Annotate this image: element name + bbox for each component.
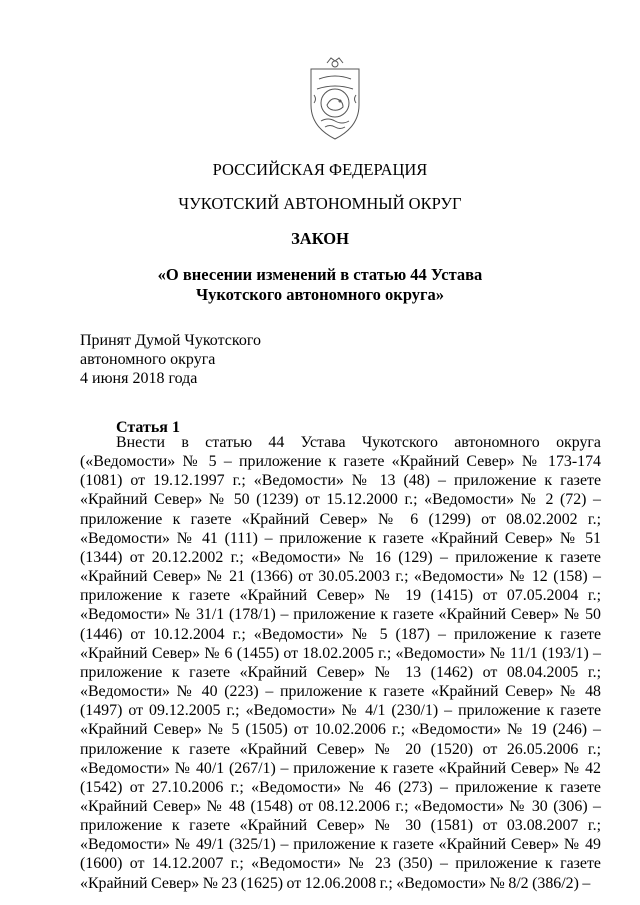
country-heading: РОССИЙСКАЯ ФЕДЕРАЦИЯ (212, 160, 428, 179)
law-title-line-1: «О внесении изменений в статью 44 Устава (157, 265, 483, 284)
adoption-date: 4 июня 2018 года (80, 370, 198, 387)
law-title (0, 265, 640, 305)
adoption-info (80, 331, 261, 388)
article-1-heading: Статья 1 (116, 419, 180, 436)
article-1-text: Внести в статью 44 Устава Чукотского автономного округа («Ведомости» № 5 – приложение к газете «Крайний Север» № 173-174 (1081) от 19.12.1997 г.; «Ведомости» № 13 (48) – приложение к газете «Крайний Север» № 50 (1239) от 15.12.2000 г.; «Ведомости» № 2 (72) – приложение к газете «Крайний Север» № 6 (1299) от 08.02.2002 г.; «Ведомости» № 41 (111) – приложение к газете «Крайний Север» № 51 (1344) от 20.12.2002 г.; «Ведомости» № 16 (129) – приложение к газете «Крайний Север» № 21 (1366) от 30.05.2003 г.; «Ведомости» № 12 (158) – приложение к газете «Крайний Север» № 19 (1415) от 07.05.2004 г.; «Ведомости» № 31/1 (178/1) – приложение к газете «Крайний Север» № 50 (1446) от 10.12.2004 г.; «Ведомости» № 5 (187) – приложение к газете «Крайний Север» № 6 (1455) от 18.02.2005 г.; «Ведомости» № 11/1 (193/1) – приложение к газете «Крайний Север» № 13 (1462) от 08.04.2005 г.; «Ведомости» № 40 (223) – приложение к газете «Крайний Север» № 48 (1497) от 09.12.2005 г.; «Ведомости» № 4/1 (230/1) – приложение к газете «Крайний Север» № 5 (1505) от 10.02.2006 г.; «Ведомости» № 19 (246) – приложение к газете «Крайний Север» № 20 (1520) от 26.05.2006 г.; «Ведомости» № 40/1 (267/1) – приложение к газете «Крайний Север» № 42 (1542) от 27.10.2006 г.; «Ведомости» № 46 (273) – приложение к газете «Крайний Север» № 48 (1548) от 08.12.2006 г.; «Ведомости» № 30 (306) – приложение к газете «Крайний Север» № 30 (1581) от 03.08.2007 г.; «Ведомости» № 49/1 (325/1) – приложение к газете «Крайний Север» № 49 (1600) от 14.12.2007 г.; «Ведомости» № 23 (350) – приложение к газете «Крайний Север» № 23 (1625) от 12.06.2008 г.; «Ведомости» № 8/2 (386/2) – (80, 434, 601, 892)
law-title-line-2: Чукотского автономного округа» (195, 285, 445, 304)
document-type-heading: ЗАКОН (291, 229, 349, 248)
adoption-line-1: Принят Думой Чукотского (80, 332, 261, 349)
adoption-line-2: автономного округа (80, 351, 216, 368)
coat-of-arms-icon (297, 55, 373, 145)
region-heading: ЧУКОТСКИЙ АВТОНОМНЫЙ ОКРУГ (178, 194, 462, 213)
